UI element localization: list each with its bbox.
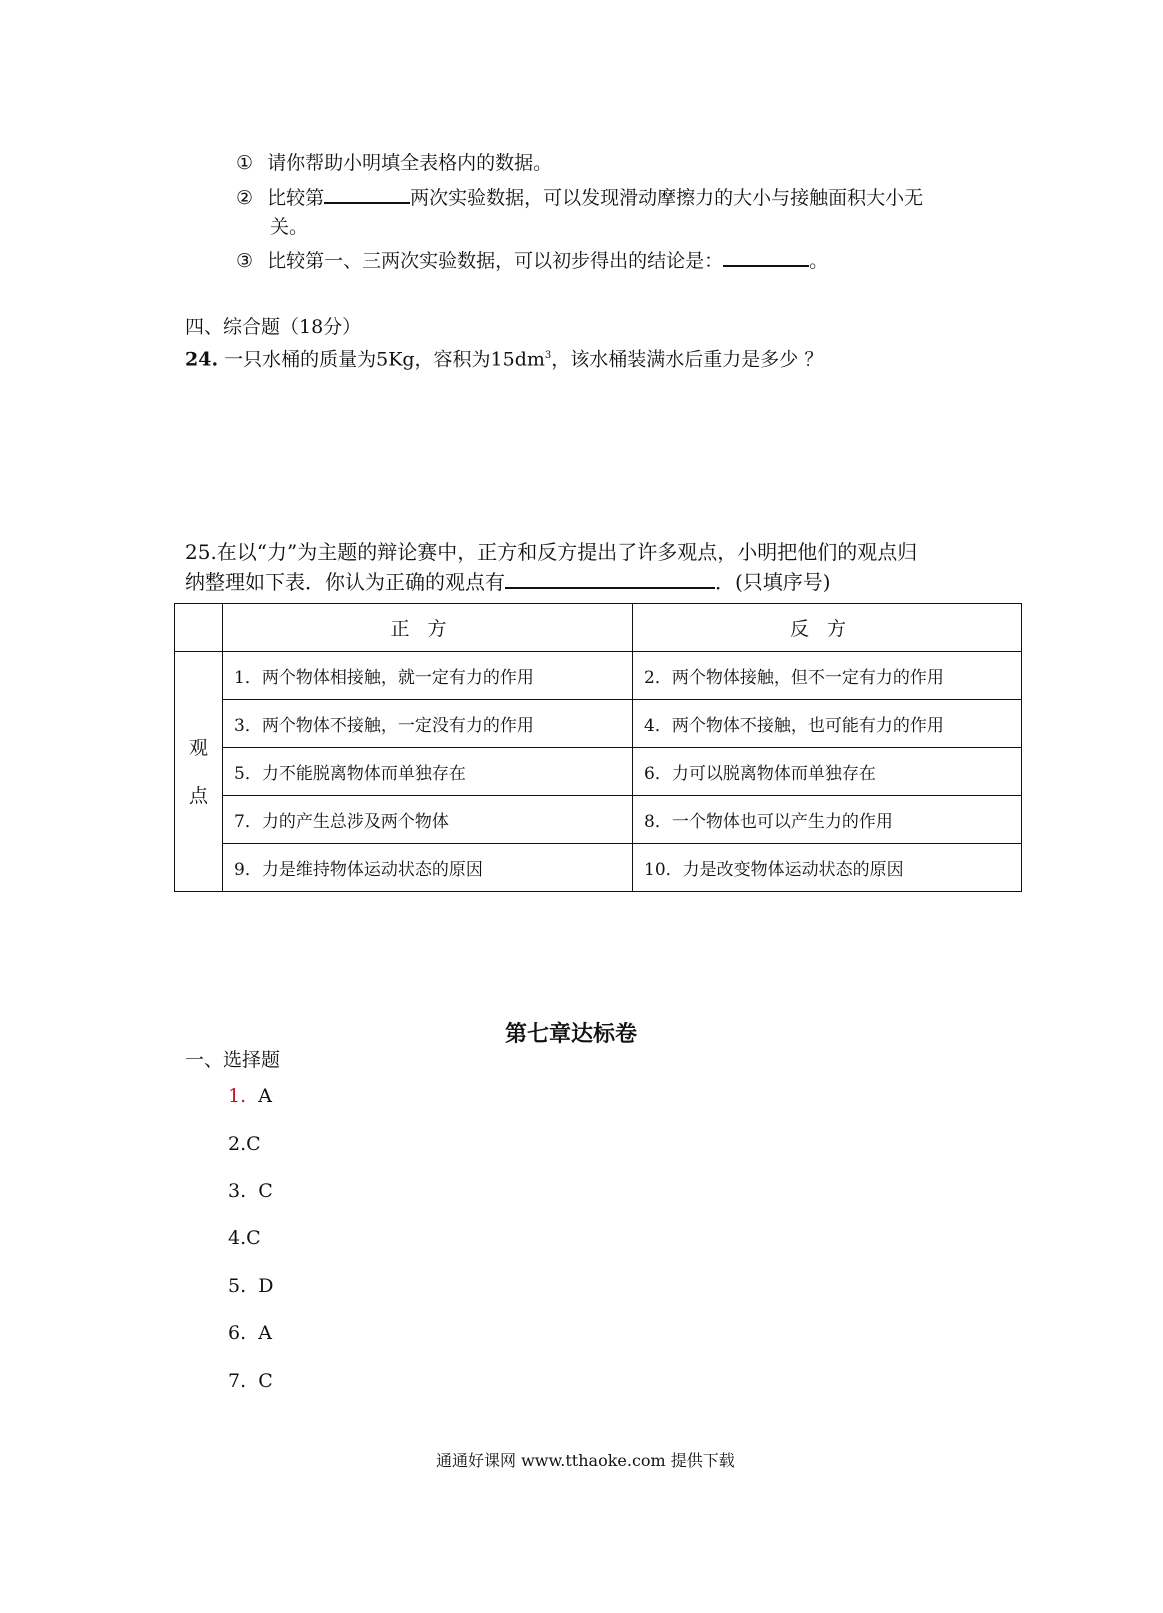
- table-row: [175, 652, 1022, 700]
- q23-item2-num: ②: [236, 187, 254, 209]
- row-header-views: [175, 652, 223, 892]
- answer-val: C: [258, 1370, 273, 1392]
- answer-val: C: [246, 1227, 261, 1249]
- q23-item2-cont: 关。: [270, 216, 309, 238]
- q23-item3: [236, 247, 828, 274]
- page-footer: 通通好课网 www.tthaoke.com 提供下载: [436, 1451, 735, 1470]
- pro-cell: 9．力是维持物体运动状态的原因: [223, 844, 633, 892]
- q23-item2-blank[interactable]: [324, 184, 410, 204]
- answer-val: A: [258, 1085, 272, 1107]
- answer-num: 4.: [228, 1227, 247, 1249]
- answer-item: [228, 1275, 273, 1297]
- q25-answer-blank[interactable]: [505, 569, 715, 589]
- answer-item: [228, 1227, 261, 1249]
- answer-num: 6.: [228, 1322, 247, 1344]
- answer-val: A: [258, 1322, 272, 1344]
- answer-num: 3.: [228, 1180, 247, 1202]
- viewpoints-table: [174, 603, 1022, 892]
- con-cell: 6．力可以脱离物体而单独存在: [633, 748, 1022, 796]
- q23-item3-pre: 比较第一、三两次实验数据，可以初步得出的结论是：: [267, 250, 724, 272]
- answer-item: [228, 1180, 273, 1202]
- q23-item2-post: 两次实验数据，可以发现滑动摩擦力的大小与接触面积大小无: [410, 187, 924, 209]
- q23-item3-blank[interactable]: [723, 247, 809, 267]
- con-cell: 2．两个物体接触，但不一定有力的作用: [633, 652, 1022, 700]
- answer-num: 2.: [228, 1133, 247, 1155]
- q24-text-post: ，该水桶装满水后重力是多少 ？: [551, 348, 824, 371]
- con-cell: 8．一个物体也可以产生力的作用: [633, 796, 1022, 844]
- q24-num: 24.: [185, 348, 219, 371]
- pro-cell: 7．力的产生总涉及两个物体: [223, 796, 633, 844]
- answer-item: [228, 1085, 272, 1107]
- q25-line2-post: ．(只填序号): [715, 570, 831, 594]
- table-row: [175, 748, 1022, 796]
- q25-line2-pre: 纳整理如下表．你认为正确的观点有: [185, 570, 505, 594]
- q23-item2-pre: 比较第: [267, 187, 325, 209]
- q24-sup: 3: [544, 350, 552, 361]
- q23-item3-num: ③: [236, 250, 254, 272]
- answer-val: C: [258, 1180, 273, 1202]
- q23-item1: [236, 150, 552, 176]
- column-header-pro: 正方: [223, 604, 633, 652]
- table-row: [175, 796, 1022, 844]
- answer-item: [228, 1133, 261, 1155]
- table-row: [175, 844, 1022, 892]
- row-header-text: 观点: [188, 736, 208, 807]
- q23-item1-num: ①: [236, 152, 254, 174]
- q25-line1: 25.在以“力”为主题的辩论赛中，正方和反方提出了许多观点，小明把他们的观点归: [185, 540, 918, 564]
- section4-heading: 四、综合题（18分）: [185, 316, 362, 338]
- q23-item2: [236, 184, 923, 211]
- pro-cell: 5．力不能脱离物体而单独存在: [223, 748, 633, 796]
- q25-line2: [185, 569, 831, 595]
- pro-cell: 1．两个物体相接触，就一定有力的作用: [223, 652, 633, 700]
- answer-item: [228, 1322, 272, 1344]
- answer-num: 1.: [228, 1085, 247, 1107]
- q23-item3-post: 。: [809, 250, 829, 272]
- answers-section1: 一、选择题: [185, 1049, 281, 1071]
- pro-cell: 3．两个物体不接触，一定没有力的作用: [223, 700, 633, 748]
- answer-num: 7.: [228, 1370, 247, 1392]
- answer-val: D: [258, 1275, 274, 1297]
- q24-text-pre: 一只水桶的质量为5Kg，容积为15dm: [224, 348, 545, 371]
- answer-val: C: [246, 1133, 261, 1155]
- q23-item1-text: 请你帮助小明填全表格内的数据。: [267, 152, 553, 174]
- column-header-con: 反方: [633, 604, 1022, 652]
- con-cell: 4．两个物体不接触，也可能有力的作用: [633, 700, 1022, 748]
- table-corner-cell: [175, 604, 223, 652]
- con-cell: 10．力是改变物体运动状态的原因: [633, 844, 1022, 892]
- table-row: [175, 700, 1022, 748]
- answer-num: 5.: [228, 1275, 247, 1297]
- answer-item: [228, 1370, 273, 1392]
- chapter-title: 第七章达标卷: [505, 1021, 638, 1047]
- table-header-row: [175, 604, 1022, 652]
- q24: [185, 343, 823, 372]
